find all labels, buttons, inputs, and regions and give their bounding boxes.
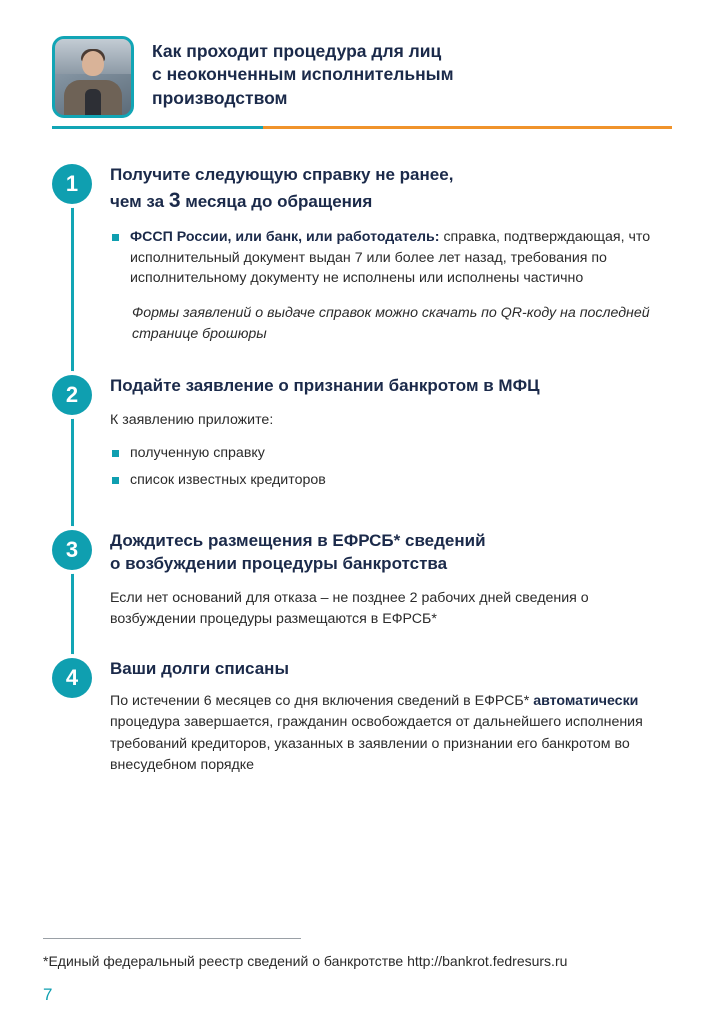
list-item: список известных кредиторов — [110, 470, 677, 491]
step-4-number: 4 — [52, 658, 92, 698]
footnote-divider — [43, 938, 301, 939]
step-1-bullet-list — [110, 227, 677, 289]
step-1-title-pre: чем за — [110, 191, 169, 211]
header-divider — [52, 126, 672, 129]
page-title-line-3: производством — [152, 87, 288, 108]
step-4 — [52, 658, 677, 776]
page-header — [52, 36, 672, 118]
page-title-line-2: с неоконченным исполнительным — [152, 64, 454, 85]
step-1-title-line-2 — [110, 187, 677, 215]
step-4-body-bold: автоматически — [533, 692, 639, 709]
step-1-bullet-lead: ФССП России, или банк, или работодатель: — [130, 229, 440, 246]
step-3-number: 3 — [52, 530, 92, 570]
step-3-title-line-1: Дождитесь размещения в ЕФРСБ* сведений — [110, 531, 486, 550]
step-2-body — [110, 375, 677, 490]
list-item — [110, 227, 677, 289]
header-photo — [52, 36, 134, 118]
step-1-title-highlight: 3 — [168, 188, 181, 212]
step-2-number: 2 — [52, 375, 92, 415]
step-3-title-line-2: о возбуждении процедуры банкротства — [110, 553, 448, 573]
step-1-note: Формы заявлений о выдаче справок можно скачать по QR-коду на последней странице брошюры — [132, 305, 650, 343]
page-title-line-1: Как проходит процедура для лиц — [152, 41, 442, 61]
step-1-bullet-text: справка, подтверждающая, что исполнительный документ выдан 7 или более лет назад, требования по исполнительному документу не исполнены или исполнены частично — [130, 229, 651, 287]
step-3-body-text: Если нет оснований для отказа – не позднее 2 рабочих дней сведения о возбуждении процедуры размещаются в ЕФРСБ* — [110, 589, 589, 628]
step-3-title — [110, 530, 677, 576]
step-4-body-pre: По истечении 6 месяцев со дня включения сведений в ЕФРСБ* — [110, 692, 534, 709]
page-number: 7 — [43, 985, 53, 1004]
step-4-body-post: процедура завершается, гражданин освобождается от дальнейшего исполнения требований кредиторов, указанных в заявлении о признании его банкротом во внесудебном порядке — [110, 714, 643, 773]
photo-shirt-shape — [85, 89, 101, 115]
step-2-title: Подайте заявление о признании банкротом в МФЦ — [110, 376, 540, 395]
step-2-intro: К заявлению приложите: — [110, 411, 274, 428]
page-title — [152, 36, 454, 110]
step-2-bullet-list — [110, 443, 677, 490]
footnote-text: *Единый федеральный реестр сведений о банкротстве http://bankrot.fedresurs.ru — [43, 953, 568, 969]
step-2 — [52, 375, 677, 496]
list-item: полученную справку — [110, 443, 677, 464]
step-4-title: Ваши долги списаны — [110, 659, 289, 678]
step-1-body — [110, 164, 677, 346]
step-1-title-line-1: Получите следующую справку не ранее, — [110, 165, 454, 184]
step-1 — [52, 164, 677, 346]
photo-head-shape — [82, 51, 104, 76]
step-4-body — [110, 658, 677, 776]
step-4-body-text — [110, 691, 677, 776]
step-1-title — [110, 164, 677, 215]
step-1-title-post: месяца до обращения — [180, 191, 373, 211]
step-3 — [52, 530, 677, 630]
step-3-body — [110, 530, 677, 630]
step-1-number: 1 — [52, 164, 92, 204]
